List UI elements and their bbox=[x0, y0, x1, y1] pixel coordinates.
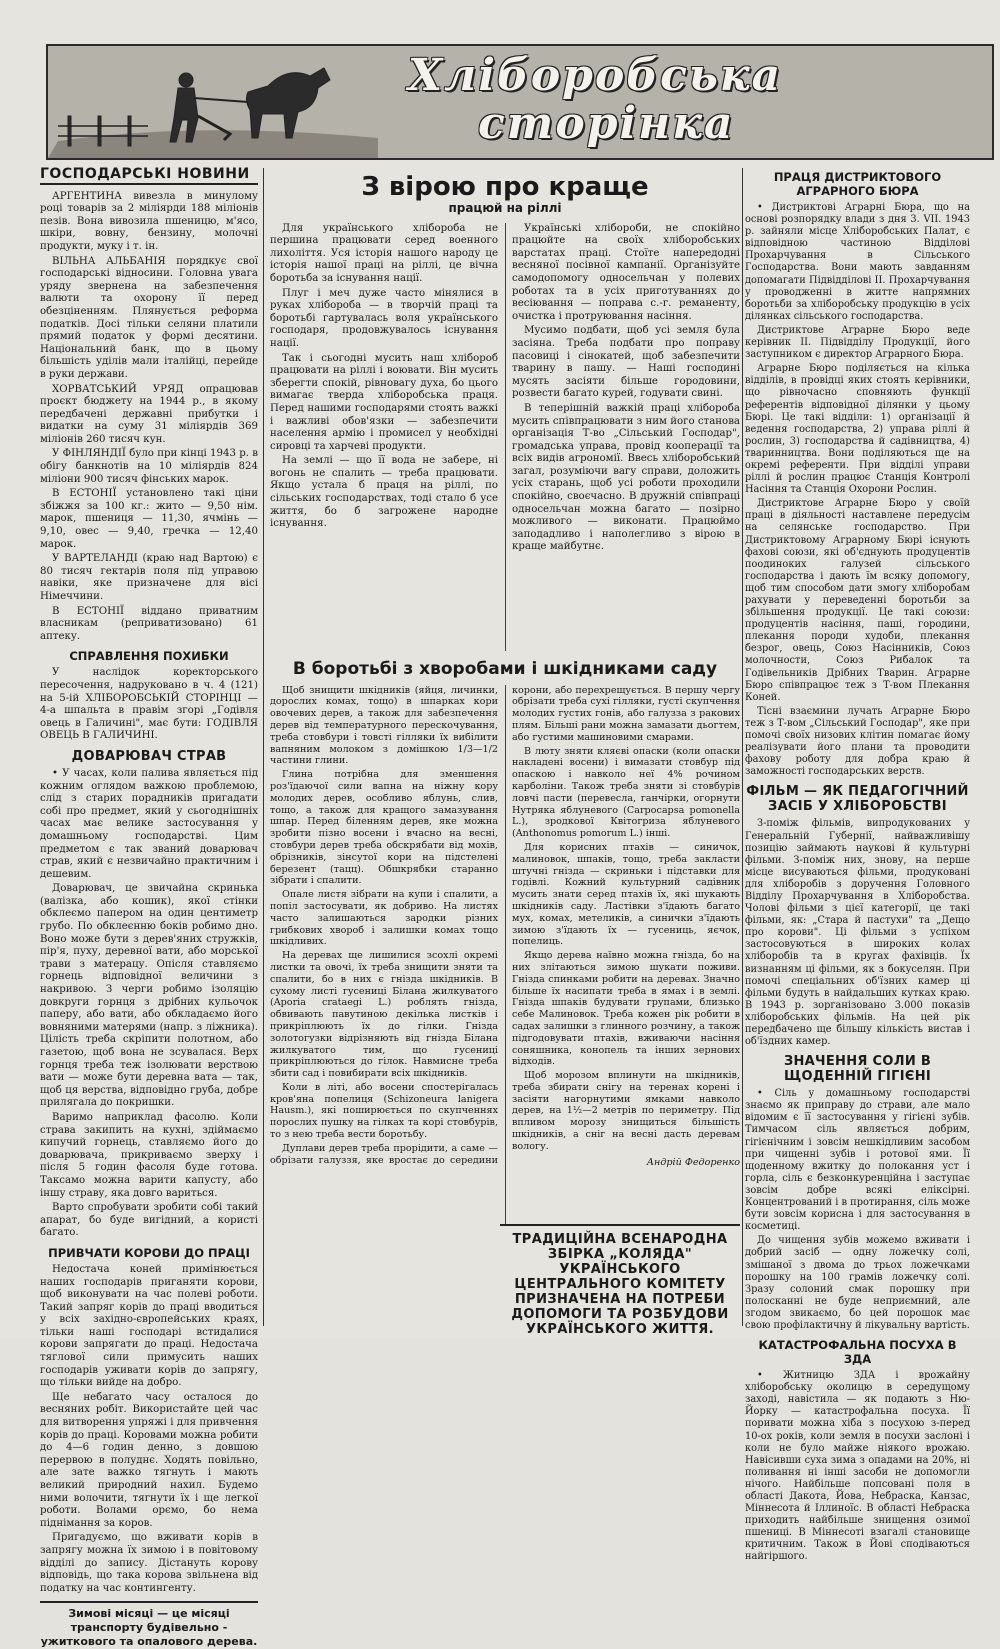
banner-title-line2: сторінка bbox=[478, 98, 735, 149]
banner bbox=[46, 44, 994, 160]
article-paragraph: Українські хлібороби, не спокійно працюйте на своїх хліборобських варстатах праці. Стоїте напередодні весняної посівної кампанії. Організуйте самодопомогу односельчан у полевих роботах та в усіх приготуваннях до весіювання — поправа с.-г. реманенту, очистка і протруювання насіння. bbox=[512, 222, 740, 322]
main-article-title: З вірою про краще bbox=[361, 172, 649, 202]
main-article-subtitle: працюй на ріллі bbox=[448, 201, 562, 215]
pest-paragraph: Коли в літі, або восени спостерігалась кров'яна попелиця (Schizoneura lanigera Hausm.), які поширюється по скупченнях порослих пушку на гілках та корі стовбурів, то з нею треба вести боротьбу. bbox=[270, 1081, 498, 1141]
article-paragraph: Так і сьогодні мусить наш хлібороб працювати на ріллі і воювати. Він мусить зберегти спокій, рівновагу духа, бо цього вимагає тверда хліборобська праця. Перед нашими господарями стоять важкі і важливі обов'язки — забезпечити населення армію і промисел у необхідні сировці та харчеві продукти. bbox=[270, 352, 498, 452]
pest-paragraph: Якщо дерева наївно можна гнізда, бо на них злітаються зимою шукати поживи. Гнізда спинками робити на деревах. Значно більше їх насипати треба в ямах і в землі. Гнізда шпаків будувати групами, близько себе Малиновок. Треба кожен рік робити в садах залишки з глинного розчину, а також підгодовувати птахів, вживаючи насіння соняшника, конопель та інших зернових відходів. bbox=[512, 950, 740, 1068]
cows-paragraph: Пригадуємо, що вживати корів в запрягу можна їх зимою і в повітовому відділі до запису. Дістануть корову відповідь, що така корова звільнена від податку на час контингенту. bbox=[40, 1532, 258, 1594]
winter-transport-note: Зимові місяці — це місяці транспорту будівельно - ужиткового та опалового дерева. bbox=[40, 1601, 258, 1649]
center-column bbox=[270, 168, 740, 1225]
article-paragraph: Для українського хлібороба не першина працювати серед военного лихоліття. Уся історія нашого народу це історія нашої праці на ріллі, це вічна боротьба за існування нації. bbox=[270, 222, 498, 284]
article-paragraph: На землі — що її вода не забере, ні вогонь не спалить — треба працювати. Якщо устала б праця на ріллі, по сільських господарствах, тоді стало б усе життя, бо б загрожене народне існування. bbox=[270, 455, 498, 530]
column-rule-left bbox=[263, 168, 264, 1326]
news-item: ХОРВАТСЬКИЙ УРЯД опрацював проєкт бюджету на 1944 р., в якому передбачені державні прибутки і видатки на суму 31 міліярдів 369 міліонів 260 тисяч кун. bbox=[40, 383, 258, 445]
cooker-paragraph: Доварювач, це звичайна скринька (валізка, або кошик), якої стінки обклеємо папером на один центиметр грубо. По обклеєнню боків робимо дно. Воно може бути з дерев'яних стружків, пір'я, пуху, деревної вати, або морської трави з матерацу. Опісля ставляємо горнець відповідної величини з накривою. З черги робимо ізоляцію довкруги горнця з дрібних кульочок паперу, або вати, або обкладаємо його вовняними матерями (напр. з ліжника). Цілість треба скріпити полотном, або газетою, щоб вона не зсувалася. Верх горнця треба теж ізолювати верствою вати — може бути деревна вата — так, щоб ця верства, відповідно груба, добре прилягала до покришки. bbox=[40, 883, 258, 1109]
pest-paragraph: Щоб морозом вплинути на шкідників, треба збирати снігу на теренах корені і засіяти нагорнутими ямками навколо дерев, на 1½—2 метрів по периметру. Під впливом морозу знищиться більшість шкідників, а сніг на весні дасть деревам вологу. bbox=[512, 1070, 740, 1152]
bureau-paragraph: • Дистриктові Аграрні Бюра, що на основі розпорядку влади з дня 3. VII. 1943 р. зайняли місце Хліборобських Палат, є відповідною частиною Відділові Прохарчування в Сільського Господарства. Вони мають завданням допомагати Підвідділові II. Прохарчування у проводженні в житте напрямних боротьби за хліборобську продукцію в усіх ділянках сільського господарства. bbox=[745, 202, 970, 322]
main-article-body bbox=[270, 223, 740, 651]
article-paragraph: Плуг і меч дуже часто мінялися в руках хлібороба — в творчій праці та боротьбі гартувалась воля українського господаря, продовжувалось існування нації. bbox=[270, 287, 498, 349]
salt-heading: ЗНАЧЕННЯ СОЛИ В ЩОДЕННІЙ ГІГІЄНІ bbox=[783, 1054, 932, 1085]
bureau-paragraph: Аграрне Бюро поділяється на кілька відділів, в провідці яких стоять керівники, що рівночасно сповняють функції референтів відповідної ділянки у цьому Бюрі. Це такі відділи: 1) організації й ведення господарства, 2) управа ріллі й рослин, 3) господарства й садівництва, 4) тваринництва. Вони поділяються ще на окремі референти. При відділі управи ріллі й рослин працює Станція Контролі Насіння та Станція Охорони Рослин. bbox=[745, 363, 970, 496]
news-item: У ФІНЛЯНДІЇ було при кінці 1943 р. в обігу банкнотів на 10 міліярдів 824 міліони 900 тисяч фінських марок. bbox=[40, 448, 258, 485]
pest-article-title: В боротьбі з хворобами і шкідниками саду bbox=[292, 658, 718, 679]
cooker-paragraph: • У часах, коли палива являється під кожним оглядом важкою проблемою, слід з старих порадників пригадати собі про предмет, який у сьогоднішніх часах має велике застосування у домашньому господарстві. Цим предметом є так званий доварювач страв, який є незвичайно практичним і дешевим. bbox=[40, 767, 258, 880]
pest-paragraph: На деревах ще лишилися зсохлі окремі листки та овочі, їх треба знищити зняти та спалити, бо в них є гнізда шкідників. В сухому листі гусениці Білана жилкуватого (Aporia crataegi L.) роблять гнізда, обвивають павутиною декілька листків і прикріплюють їх до гілки. Гнізда золотогузки відрізняють від гнізда Білана жилкуватого тим, що гусениці прикріплюються до гілок. Навмисне треба збити сад і повибирати всіх шкідників. bbox=[270, 950, 498, 1080]
left-column bbox=[40, 168, 258, 1649]
salt-paragraph: До чищення зубів можемо вживати і добрий засіб — одну ложечку солі, змішаної з двома до трьох ложечками порошку на 100 грамів ложечку солі. Зразу солоний смак порошку при полосканні не буде неприємний, але згодом звикаємо, бо цей порошок має свою профілактичну й лікувальну вартість. bbox=[745, 1235, 970, 1331]
article-paragraph: Мусимо подбати, щоб усі земля була засіяна. Треба подбати про поправу пасовиці і сінокатей, щоб забезпечити тварину в пашу. — Наші господині мусять засіяти більше городовини, розвести багато курей, годувати свині. bbox=[512, 325, 740, 400]
bureau-paragraph: Дистриктове Аграрне Бюро у своїй праці в діяльності наставлене передусім на селянське господарство. При Дистриктовому Аграрному Бюрі існують фахові союзи, які об'єднують продуцентів поодиноких галузей сільського господарства і дають їм всяку допомогу, щоб тим способом дати змогу хліборобам рахувати у переведенні боротьби за збільшення продукції. Це такі союзи: продуцентів насіння, паші, городини, плекання породи худоби, плекання безрог, овець, Союз Насінників, Союз молочности, Союз Рибалок та Годівельників Дрібних Тварин. Аграрне Бюро співпрацює теж з Т-вом Плекання Коней. bbox=[745, 498, 970, 703]
cows-heading: ПРИВЧАТИ КОРОВИ ДО ПРАЦІ bbox=[48, 1245, 250, 1260]
cooker-paragraph: Варто спробувати зробити собі такий апарат, бо буде вигідний, а користі багато. bbox=[40, 1202, 258, 1239]
koliada-notice-text: ТРАДИЦІЙНА ВСЕНАРОДНА ЗБІРКА „КОЛЯДА" УКРАЇНСЬКОГО ЦЕНТРАЛЬНОГО КОМІТЕТУ ПРИЗНАЧЕНА НА ПОТРЕБИ ДОПОМОГИ ТА РОЗБУДОВИ УКРАЇНСЬКОГО ЖИТТЯ. bbox=[511, 1232, 729, 1337]
drought-heading: КАТАСТРОФАЛЬНА ПОСУХА В ЗДА bbox=[758, 1338, 957, 1367]
author-signature: Андрій Федоренко bbox=[646, 1156, 740, 1168]
cows-paragraph: Ще небагато часу осталося до весняних робіт. Використайте цей час для витворення упряжі і для привчення корів до праці. Коровами можна робити до 4—6 годин денно, з довшою перервою в полуднє. Ходять повільно, але зате важко тягнуть і мають великий природний нахил. Будемо ними волочити, тягнути їх і ще легкої роботи. Волами орємо, бо нема піднімання за коров. bbox=[40, 1391, 258, 1529]
bureau-heading: ПРАЦЯ ДИСТРИКТОВОГО АГРАРНОГО БЮРА bbox=[773, 170, 942, 198]
economic-news-body bbox=[40, 191, 258, 644]
news-item: ВІЛЬНА АЛЬБАНІЯ порядкує свої господарські відносини. Головна увага уряду звернена на забезпечення валюти та охорону її перед обезціненням. Плянується реформа податків. Досі тільки селяни платили прямий податок у формі десятини. Національний банк, що в цьому більшість уділів мали італійці, перейде в руки держави. bbox=[40, 255, 258, 380]
film-heading: ФІЛЬМ — ЯК ПЕДАГОГІЧНИЙ ЗАСІБ У ХЛІБОРОБСТВІ bbox=[746, 784, 969, 815]
column-rule-right bbox=[742, 168, 743, 1326]
cows-paragraph: Недостача коней примінюється наших господарів приганяти корови, щоб виконувати на час полеві роботи. Такий запряг корів до праці вводиться у всіх західно-європейських краях, тільки наші господарі встидалися корови запрягати до праці. Недостача тяглової сили примусить наших господарів уживати корів до запрягу, що тільки вийде на добро. bbox=[40, 1263, 258, 1389]
cooker-heading: ДОВАРЮВАЧ СТРАВ bbox=[71, 748, 227, 764]
cooker-paragraph: Варимо наприклад фасолю. Коли страва закипить на кухні, здіймаємо кипучий горнець, ставляємо його до доварювача, прикриваємо зверху і після 5 годин фасоля буде готова. Таксамо можна варити капусту, або іншу страву, яка довго вариться. bbox=[40, 1111, 258, 1199]
pest-paragraph: Щоб знищити шкідників (яйця, личинки, дорослих комах, тощо) в шпарках кори овочевих дерев, а також для забезпечення дерев від температурного перескочування, треба стовбури і товсті гілляки їх вибілити вапняним молоком з домішкою 1/3—1/2 частини глини. bbox=[270, 684, 498, 767]
news-item: В ЕСТОНІЇ віддано приватним власникам (реприватизовано) 61 аптеку. bbox=[40, 605, 258, 642]
news-item: У ВАРТЕЛАНДІ (краю над Вартою) є 80 тисяч гектарів поля під управою навіки, яке призначене для вісі Німеччини. bbox=[40, 553, 258, 602]
bureau-paragraph: Дистриктове Аграрне Бюро веде керівник II. Підвідділу Продукції, його заступником є директор Аграрного Бюра. bbox=[745, 324, 970, 361]
correction-text: У наслідок коректорського пересочення, надруковано в ч. 4 (121) на 5-ій ХЛІБОРОБСЬКІЙ СТОРІНЦІ — 4-а шпальта в правім згорі „Годівля овець в Галичині", має бути: ГОДІВЛЯ ОВЕЦЬ В ГАЛИЧИНІ. bbox=[40, 667, 258, 742]
film-paragraph: З-поміж фільмів, випродукованих у Генеральній Губернії, найважливішу позицію займають наукові й культурні фільми. З-поміж них, знову, на перше місце висуваються фільми, продуковані для хліборобів з доручення Головного Відділу Прохарчування в Хліборобства. Чолові фільми з цієї категорії, це такі фільми, як: „Стара й пастухи" та „Дещо про корови". Ці фільми з успіхом застосовуються в широких колах хліборобів та в кругах фахівців. Їх визнанням ці фільми, як з бокуселян. При помочі спеціальних об'їзних камер ці фільми будуть в найдальших кутках краю. В 1943 р. зорганізовано 3.000 показів хліборобських фільмів. На цей рік передбачено ще більшу кількість вистав і об'їздних камер. bbox=[745, 818, 970, 1048]
correction-heading: СПРАВЛЕННЯ ПОХИБКИ bbox=[69, 649, 229, 664]
salt-paragraph: • Сіль у домашньому господарстві знаємо як приправу до страви, але мало відомим є її застосування у гігієні зубів. Тимчасом сіль являється добрим, гігієнічним і зовсім нешкідливим засобом при чищенні зубів і ротової ями. Її щоденному вжитку до полокання уст і горла, сіль є безконкуренційна і заступає зовсім добре всякі еліксірні. Концентрований і в протирання, сіль може бути зовсім корисна і для застосування в косметиці. bbox=[745, 1088, 971, 1233]
economic-news-heading: ГОСПОДАРСЬКІ НОВИНИ bbox=[40, 168, 258, 185]
pest-paragraph: Дуплави дерев треба прорідити, а саме — обрізати галуззя, яке вростає до середини корони, або перехрещується. В першу чергу обрізати треба сухі гілляки, густі скупчення молодих густих гонів, або галузза з ракових плям. Більші рани можна замазати дьогтем, або густими машиновими смарами. bbox=[270, 684, 740, 1166]
pest-paragraph: Глина потрібна для зменшення роз'їдаючої сили вапна на ніжну кору молодих дерев, особливо яблунь, слив, тощо, а також для кращого замазування шпар. Перед біленням дерев, яке можна зробити пізно восени і вчасно на весні, стовбури дерев треба обскрябати від мохів, обрізників, зінсутої кори на підстелені березент (тацц). Обшкрябки старанно зібрати і спалити. bbox=[270, 769, 498, 887]
pest-article-body bbox=[270, 685, 740, 1225]
banner-title-line1: Хліборобська bbox=[408, 50, 783, 101]
news-item: АРГЕНТИНА вивезла в минулому році товарів за 2 міліярди 188 міліонів пезів. Вона вивозила пшеницю, м'ясо, шкіри, вовну, бензину, молочні продукти, муку і т. ін. bbox=[40, 190, 258, 252]
koliada-notice bbox=[500, 1224, 740, 1337]
drought-paragraph: • Житницю ЗДА і врожайну хліборобську околицю в середущому заході, навістила — як подають з Ню-Йорку — катастрофальна посуха. Її поривати можна хіба з посухою з-перед 10-ох років, коли земля в посухи заслоні і коли не було майже ніякого врожаю. Навісивши суха зима з опадами на 20%, ні поливання ні інші засоби не допомогли нічого. Найбільше попсовані поля в області Дакота, Йова, Небраска, Канзас, Міннесота й Іллиноїс. В області Небраска приходить найбільше знищення озимої пшениці. В Міннесоті взагалі становище критичним. Також в Йові сподіваються найгіршого. bbox=[745, 1370, 970, 1563]
banner-title bbox=[408, 52, 988, 152]
article-paragraph: В теперішній важкій праці хлібороба мусить співпрацювати з ним його станова організація Т-во „Сільський Господар", громадська управа, провід кооперації та всіх видів агрономії. Ввесь хліборобський загал, розуміючи вагу справи, доложить усіх старань, щоб усі роботи проходили спокійно, своєчасно. В дружній співпраці односельчан можна багато — позірно можливого — виконати. Працюймо заподадливо і наполегливо з вірою в краще майбутнє. bbox=[512, 402, 740, 553]
news-item: В ЕСТОНІЇ установлено такі ціни збіжжя за 100 кг.: жито — 9,50 нім. марок, пшениця — 11,30, ячмінь — 9,10, овес — 9,40, гречка — 12,40 марок. bbox=[40, 488, 258, 550]
pest-paragraph: Для корисних птахів — синичок, малиновок, шпаків, тощо, треба закласти штучні гнізда — скриньки і підставки для годівлі. Кожний культурний садівник мусить знати серед птахів їх, які шукають шкідників саду. Ластівки з'їдають багато мух, комах, метеликів, а синички з'їдають зимою з'їдають їх — гусениць, яєчок, попелиць. bbox=[512, 841, 740, 948]
right-column bbox=[745, 168, 970, 1566]
pest-paragraph: В люту зняти кляєві опаски (коли опаски накладені восени) і вимазати стовбур під опаскою і навколо неї 4% рочином карболіни. Також треба зняти зі стовбурів ловчі пасти (перевесла, ганчірки, огорнути Нутряка яблуневого (Carpocapsa pomonella L.), зродкової Квітогриза яблуневого (Anthonomus pomorum L.) інші. bbox=[512, 745, 740, 840]
bureau-paragraph: Тісні взаємини лучать Аграрне Бюро теж з Т-вом „Сільський Господар", яке при помочі своїх низових клітин помагає йому реалізувати його плани та проводити фахову роботу для добра краю й заможності господарських верств. bbox=[745, 705, 970, 778]
pest-paragraph: Опале листя зібрати на купи і спалити, а попіл застосувати, як добриво. На листях часто залишаються зародки різних грибкових хвороб і залишки комах тощо шкідливих. bbox=[270, 889, 498, 948]
